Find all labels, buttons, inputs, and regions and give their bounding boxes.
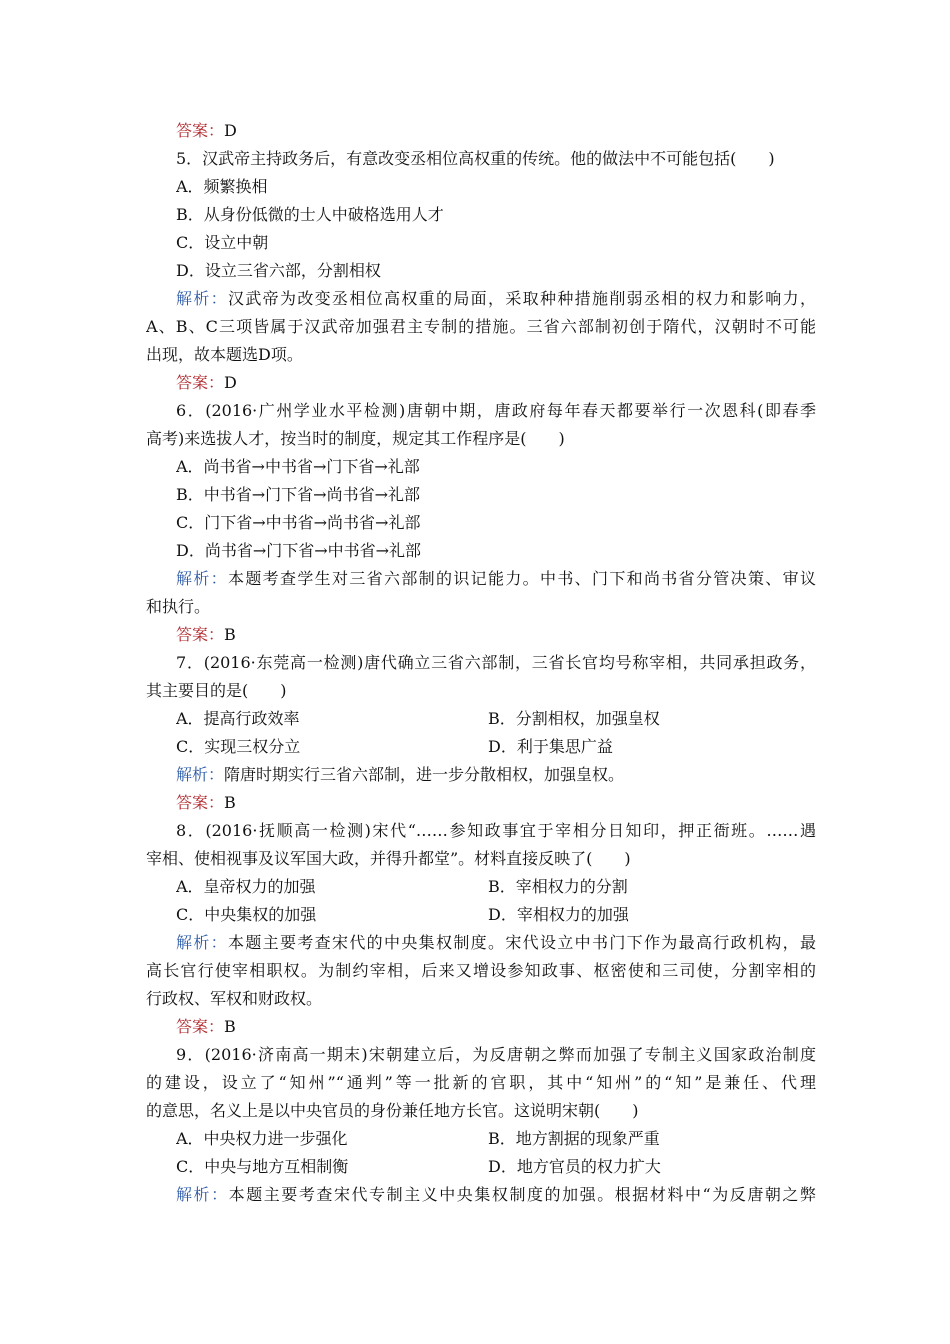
analysis-continuation: A、B、C三项皆属于汉武帝加强君主专制的措施。三省六部制初创于隋代，汉朝时不可能 (146, 317, 816, 336)
option-b: B．中书省→门下省→尚书省→礼部 (176, 485, 420, 504)
option-b: B．分割相权，加强皇权 (488, 709, 660, 728)
answer-value: D (224, 373, 237, 392)
option-d: D．地方官员的权力扩大 (488, 1157, 661, 1176)
option-a: A．皇帝权力的加强 (176, 877, 316, 896)
option-b: B．从身份低微的士人中破格选用人才 (176, 205, 444, 224)
analysis-text: 本题主要考查宋代专制主义中央集权制度的加强。根据材料中“为反唐朝之弊 (228, 1185, 816, 1204)
analysis-continuation: 行政权、军权和财政权。 (146, 989, 323, 1008)
answer-label: 答案： (176, 793, 225, 812)
question-5-stem: 5．汉武帝主持政务后，有意改变丞相位高权重的传统。他的做法中不可能包括( ) (176, 149, 775, 168)
option-d: D．尚书省→门下省→中书省→礼部 (176, 541, 422, 560)
answer-line (176, 119, 816, 143)
question-9-stem: 9．(2016·济南高一期末)宋朝建立后，为反唐朝之弊而加强了专制主义国家政治制度 (176, 1045, 816, 1064)
option-c: C．中央与地方互相制衡 (176, 1157, 349, 1176)
question-9-stem-continuation: 的建设，设立了“知州”“通判”等一批新的官职，其中“知州”的“知”是兼任、代理 (146, 1073, 816, 1092)
analysis-continuation: 和执行。 (146, 597, 211, 616)
analysis-text: 汉武帝为改变丞相位高权重的局面，采取种种措施削弱丞相的权力和影响力， (228, 289, 816, 308)
answer-value: B (224, 625, 236, 644)
option-b: B．地方割据的现象严重 (488, 1129, 660, 1148)
answer-line (176, 791, 816, 815)
analysis-label: 解析： (176, 1185, 229, 1204)
answer-value: D (224, 121, 237, 140)
analysis-label: 解析： (176, 933, 228, 952)
answer-value: B (224, 793, 236, 812)
analysis-text: 隋唐时期实行三省六部制，进一步分散相权，加强皇权。 (224, 765, 625, 784)
question-6-stem-continuation: 高考)来选拔人才，按当时的制度，规定其工作程序是( ) (146, 429, 565, 448)
option-c: C．设立中朝 (176, 233, 269, 252)
option-a: A．尚书省→中书省→门下省→礼部 (176, 457, 420, 476)
answer-value: B (224, 1017, 236, 1036)
option-c: C．实现三权分立 (176, 737, 301, 756)
option-a: A．中央权力进一步强化 (176, 1129, 348, 1148)
analysis-label: 解析： (176, 289, 228, 308)
option-d: D．利于集思广益 (488, 737, 613, 756)
question-8-stem-continuation: 宰相、使相视事及议军国大政，并得升都堂”。材料直接反映了( ) (146, 849, 631, 868)
analysis-line (176, 1183, 816, 1207)
analysis-text: 本题考查学生对三省六部制的识记能力。中书、门下和尚书省分管决策、审议 (228, 569, 816, 588)
option-a: A．频繁换相 (176, 177, 268, 196)
answer-label: 答案： (176, 121, 225, 140)
option-d: D．设立三省六部，分割相权 (176, 261, 381, 280)
answer-line (176, 371, 816, 395)
answer-label: 答案： (176, 1017, 225, 1036)
analysis-line (176, 567, 816, 591)
option-d: D．宰相权力的加强 (488, 905, 629, 924)
analysis-line (176, 763, 816, 787)
question-7-stem: 7．(2016·东莞高一检测)唐代确立三省六部制，三省长官均号称宰相，共同承担政务， (176, 653, 816, 672)
question-6-stem: 6．(2016·广州学业水平检测)唐朝中期，唐政府每年春天都要举行一次恩科(即春季 (176, 401, 816, 420)
answer-line (176, 1015, 816, 1039)
analysis-text: 本题主要考查宋代的中央集权制度。宋代设立中书门下作为最高行政机构，最 (228, 933, 816, 952)
analysis-continuation: 高长官行使宰相职权。为制约宰相，后来又增设参知政事、枢密使和三司使，分割宰相的 (146, 961, 816, 980)
analysis-line (176, 287, 816, 311)
question-8-stem: 8．(2016·抚顺高一检测)宋代“……参知政事宜于宰相分日知印，押正衙班。……遇 (176, 821, 816, 840)
analysis-label: 解析： (176, 569, 228, 588)
answer-line (176, 623, 816, 647)
option-c: C．中央集权的加强 (176, 905, 317, 924)
analysis-continuation: 出现，故本题选D项。 (146, 345, 303, 364)
analysis-line (176, 931, 816, 955)
question-7-stem-continuation: 其主要目的是( ) (146, 681, 287, 700)
answer-label: 答案： (176, 373, 225, 392)
answer-label: 答案： (176, 625, 225, 644)
option-a: A．提高行政效率 (176, 709, 300, 728)
question-9-stem-continuation: 的意思，名义上是以中央官员的身份兼任地方长官。这说明宋朝( ) (146, 1101, 639, 1120)
option-b: B．宰相权力的分割 (488, 877, 628, 896)
option-c: C．门下省→中书省→尚书省→礼部 (176, 513, 421, 532)
analysis-label: 解析： (176, 765, 225, 784)
